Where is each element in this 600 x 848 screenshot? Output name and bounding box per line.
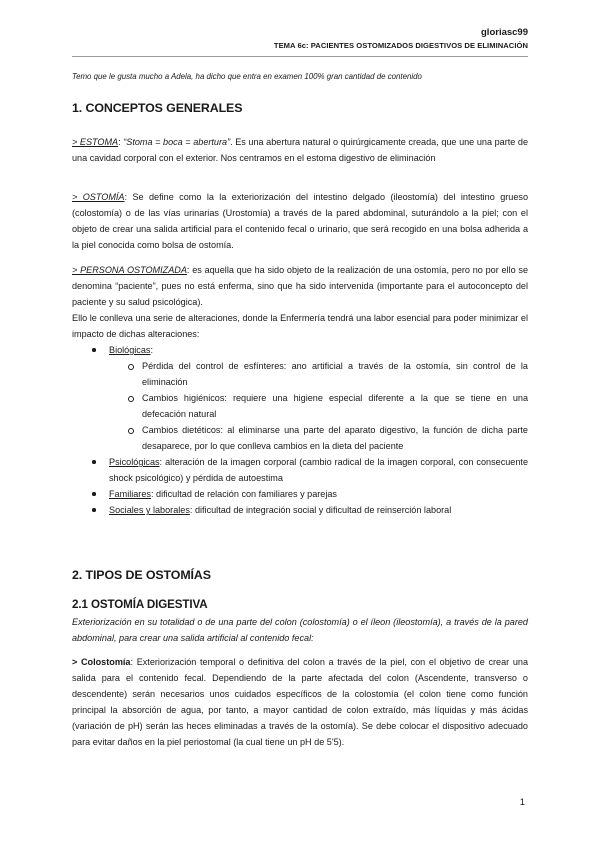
header-divider xyxy=(72,56,528,57)
author-note: Temo que le gusta mucho a Adela, ha dicho que entra en examen 100% gran cantidad de contenido xyxy=(72,72,422,81)
page-number: 1 xyxy=(519,797,525,808)
colostomia-text: : Exteriorización temporal o definitiva del colon a través de la piel, con el objetivo de crear una salida para el contenido fecal. Dependiendo de la parte afectada del colon (Ascendente, transverso o descendente) serán necesarios unos cuidados específicos de la colostomía (el colon tiene como función principal la absorción de agua, por tanto, a mayor cantidad de colon extraído, más líquidas y más ácidas (variación de pH) serán las heces eliminadas a través de la ostomía). Se debe colocar el dispositivo adecuado para evitar daños en la piel periostomal (la cual tiene un pH de 5'5). xyxy=(72,657,528,747)
estoma-definition xyxy=(72,134,528,166)
list-item-sociales xyxy=(72,502,528,518)
ostomia-digestiva-definition: Exteriorización en su totalidad o de una parte del colon (colostomía) o el íleon (ileostomía), a través de la pared abdominal, para crear una salida artificial al contenido fecal: xyxy=(72,617,528,643)
header-author: gloriasc99 xyxy=(481,27,528,38)
list-item-psicologicas xyxy=(72,454,528,486)
biologicas-text: : xyxy=(150,345,153,355)
sub-item-esfinteres: Pérdida del control de esfínteres: ano artificial a través de la ostomía, sin control de la eliminación xyxy=(109,358,528,390)
estoma-text: . Es una abertura natural o quirúrgicamente creada, que une una parte de una cavidad corporal con el exterior. Nos centramos en el estoma digestivo de eliminación xyxy=(72,137,528,163)
header-title: TEMA 6c: PACIENTES OSTOMIZADOS DIGESTIVOS DE ELIMINACIÓN xyxy=(273,41,528,50)
section-2-heading: 2. TIPOS DE OSTOMÍAS xyxy=(72,568,211,582)
colostomia-definition xyxy=(72,654,528,750)
section-1-heading: 1. CONCEPTOS GENERALES xyxy=(72,101,243,115)
ostomia-text: : Se define como la la exteriorización del intestino delgado (ileostomía) del intestino grueso (colostomía) o de las vías urinarias (Urostomía) a través de la pared abdominal, suturándolo a la piel; con el objeto de crear una salida artificial para el contenido fecal o urinario, que será recogido en una bolsa adherida a la piel conocida como bolsa de ostomía. xyxy=(72,192,528,250)
sociales-text: : dificultad de integración social y dificultad de reinserción laboral xyxy=(189,505,452,515)
alteraciones-list xyxy=(72,342,528,518)
sub-item-dieteticos: Cambios dietéticos: al eliminarse una parte del aparato digestivo, la función de dicha parte desaparece, por lo que conlleva cambios en la dieta del paciente xyxy=(109,422,528,454)
estoma-quote: “Stoma = boca = abertura” xyxy=(123,137,231,147)
sub-item-higienicos: Cambios higiénicos: requiere una higiene especial diferente a la que se tiene en una defecación natural xyxy=(109,390,528,422)
familiares-text: : dificultad de relación con familiares y parejas xyxy=(150,489,337,499)
estoma-sep: : xyxy=(118,137,124,147)
ostomia-definition xyxy=(72,189,528,253)
colostomia-term: > Colostomía xyxy=(72,657,131,667)
list-item-biologicas xyxy=(72,342,528,454)
familiares-label: Familiares xyxy=(109,489,151,499)
biologicas-label: Biológicas xyxy=(109,345,151,355)
sociales-label: Sociales y laborales xyxy=(109,505,190,515)
list-item-familiares xyxy=(72,486,528,502)
psicologicas-text: : alteración de la imagen corporal (cambio radical de la imagen corporal, con consecuente shock psicológico) y pérdida de autoestima xyxy=(109,457,528,483)
section-2-1-heading: 2.1 OSTOMÍA DIGESTIVA xyxy=(72,598,208,611)
persona-text-2: Ello le conlleva una serie de alteraciones, donde la Enfermería tendrá una labor esencial para poder minimizar el impacto de dichas alteraciones: xyxy=(72,313,528,339)
ostomia-term: > OSTOMÍA xyxy=(72,192,125,202)
biologicas-sublist xyxy=(109,358,528,454)
persona-text: : es aquella que ha sido objeto de la realización de una ostomía, pero no por ello se denomina “paciente”, pues no está enferma, sino que ha sido intervenida (importante para el autoconcepto del paciente y su salud psicológica). xyxy=(72,265,529,307)
estoma-term: > ESTOMA xyxy=(72,137,119,147)
psicologicas-label: Psicológicas xyxy=(109,457,160,467)
persona-ostomizada-definition xyxy=(72,262,528,342)
persona-term: > PERSONA OSTOMIZADA xyxy=(72,265,187,275)
